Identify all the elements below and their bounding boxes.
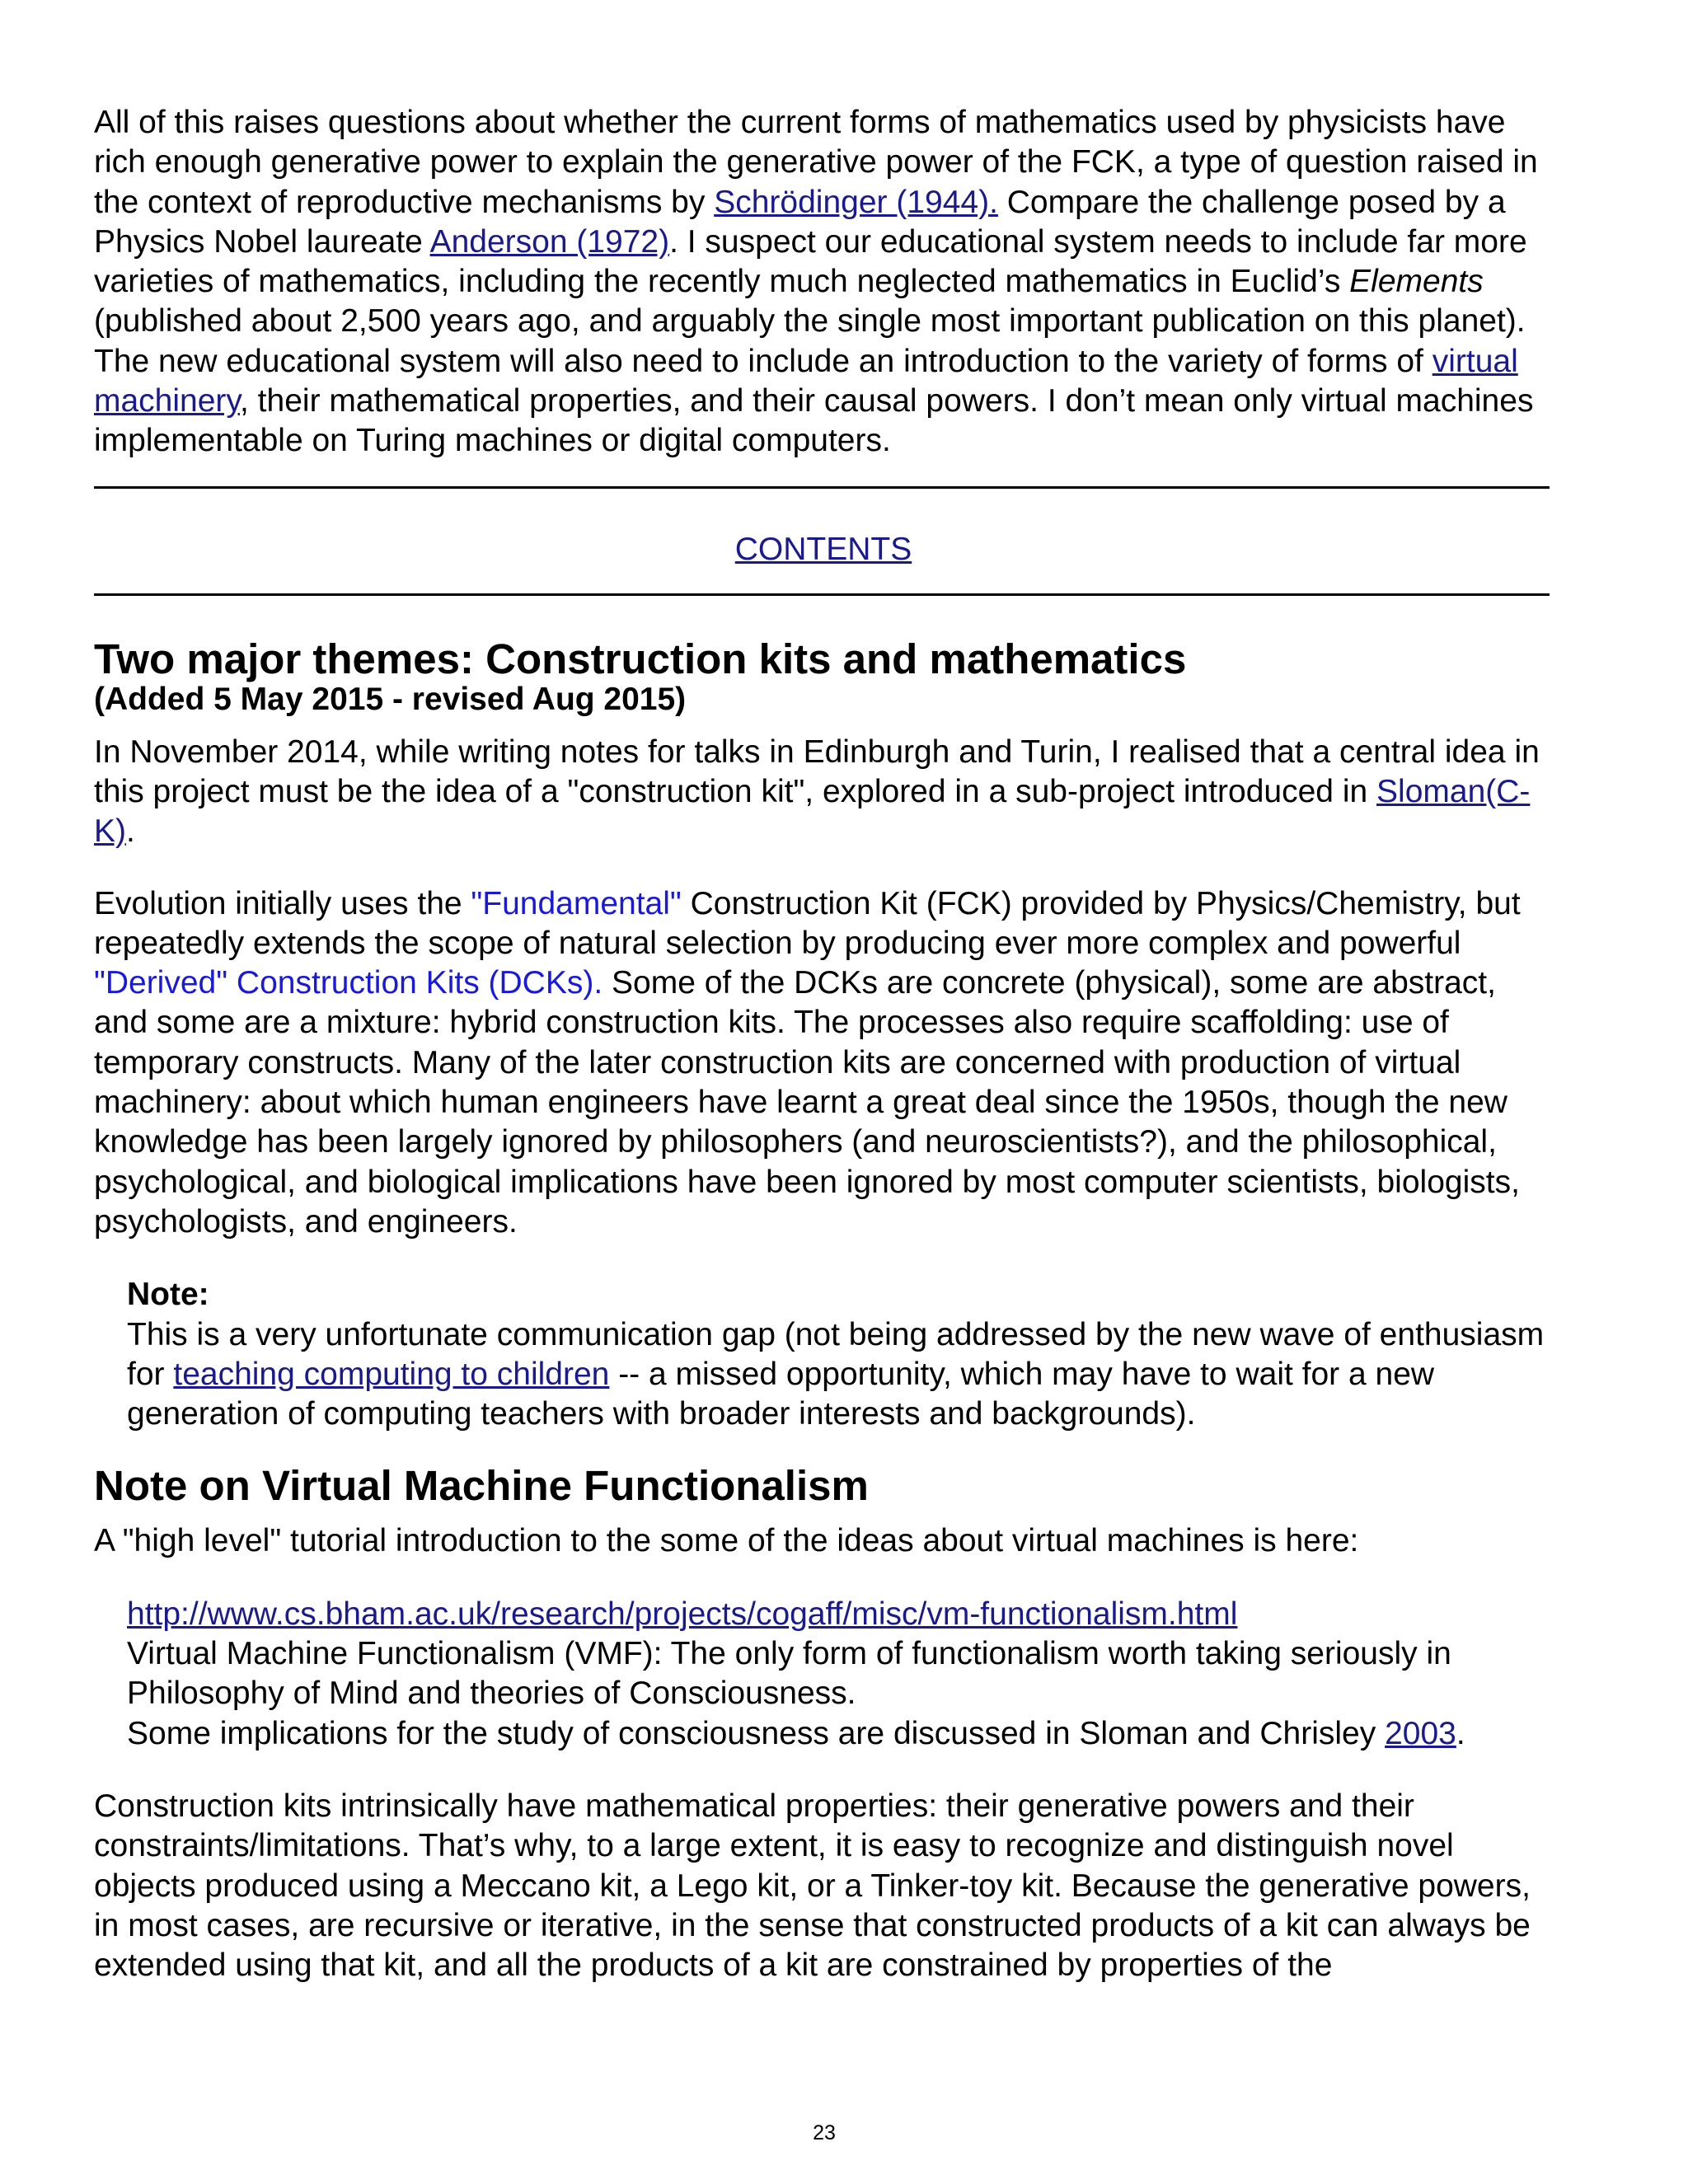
section-title-vm-functionalism: Note on Virtual Machine Functionalism — [94, 1462, 869, 1510]
link-anderson[interactable]: Anderson (1972) — [429, 223, 670, 260]
text: . I suspect our educational system needs to include far more varieties of mathematics, including the recently much neglected mathematics in Euclid’s — [94, 223, 1527, 300]
document-page — [94, 103, 1553, 1985]
note-label: Note: — [127, 1277, 209, 1313]
contents-row — [94, 530, 1553, 569]
link-vm-functionalism-url[interactable]: http://www.cs.bham.ac.uk/research/projects/cogaff/misc/vm-functionalism.html — [127, 1596, 1238, 1632]
text: This is a very unfortunate communication gap (not being addressed by the new wave of enthusiasm for — [127, 1316, 1545, 1392]
link-teaching-computing[interactable]: teaching computing to children — [173, 1356, 610, 1392]
fundamental-term: "Fundamental" — [471, 885, 682, 921]
elements-italic: Elements — [1349, 264, 1484, 300]
page-number: 23 — [813, 2121, 836, 2144]
text: All of this raises questions about whether the current forms of mathematics used by physicists have rich enough generative power to explain the generative power of the FCK, a type of question raised in the context of reproductive mechanisms by — [94, 105, 1538, 220]
text: Evolution initially uses the — [94, 885, 471, 921]
link-sloman-ck[interactable]: Sloman(C-K) — [94, 773, 1531, 850]
text: , their mathematical properties, and their causal powers. I don’t mean only virtual machines implementable on Turing machines or digital computers. — [94, 383, 1534, 459]
vm-link-block — [94, 1595, 1553, 1754]
link-schrodinger[interactable]: Schrödinger (1944). — [714, 184, 998, 220]
link-virtual-machinery[interactable]: virtual machinery — [94, 343, 1518, 419]
contents-link[interactable]: CONTENTS — [734, 531, 912, 567]
paragraph-construction-kits-math: Construction kits intrinsically have mathematical properties: their generative powers and their constraints/limitations. That’s why, to a large extent, it is easy to recognize and distinguish novel objects produced using a Meccano kit, a Lego kit, or a Tinker-toy kit. Because the generative powers, in most cases, are recursive or iterative, in the sense that constructed products of a kit can always be extended using that kit, and all the products of a kit are constrained by properties of the — [94, 1788, 1531, 1984]
text: Construction Kit (FCK) provided by Physics/Chemistry, but repeatedly extends the scope of natural selection by producing ever more complex and powerful — [94, 885, 1521, 961]
text: Some of the DCKs are concrete (physical), some are abstract, and some are a mixture: hybrid construction kits. The processes also require scaffolding: use of temporary constructs. Many of the later construction kits are concerned with production of virtual machinery: about which human engineers have learnt a great deal since the 1950s, though the new knowledge has been largely ignored by philosophers (and neuroscientists?), and the philosophical, psychological, and biological implications have been ignored by most computer scientists, biologists, psychologists, and engineers. — [94, 965, 1520, 1240]
text: (published about 2,500 years ago, and arguably the single most important publication on this planet). The new educational system will also need to include an introduction to the variety of forms of — [94, 303, 1526, 379]
note-text — [127, 1315, 1553, 1435]
paragraph-tutorial-intro: A "high level" tutorial introduction to the some of the ideas about virtual machines is here: — [94, 1523, 1359, 1559]
note-block — [94, 1275, 1553, 1434]
implications-line — [127, 1714, 1553, 1754]
intro-paragraph — [94, 103, 1553, 462]
divider-top — [94, 486, 1550, 489]
section-subtitle: (Added 5 May 2015 - revised Aug 2015) — [94, 681, 687, 717]
link-2003[interactable]: 2003 — [1385, 1715, 1456, 1751]
text: . — [126, 813, 135, 850]
paragraph-november — [94, 733, 1553, 852]
text: In November 2014, while writing notes for talks in Edinburgh and Turin, I realised that a central idea in this project must be the idea of a "construction kit", explored in a sub-project introduced in — [94, 733, 1540, 809]
derived-term: "Derived" Construction Kits (DCKs). — [94, 965, 603, 1001]
divider-bottom — [94, 593, 1550, 596]
section-title-construction-kits: Two major themes: Construction kits and mathematics — [94, 635, 1187, 682]
text: . — [1456, 1715, 1465, 1751]
text: Compare the challenge posed by a Physics Nobel laureate — [94, 184, 1506, 260]
text: Some implications for the study of consciousness are discussed in Sloman and Chrisley — [127, 1715, 1386, 1751]
text: -- a missed opportunity, which may have to wait for a new generation of computing teachers with broader interests and backgrounds). — [127, 1356, 1435, 1432]
vmf-description: Virtual Machine Functionalism (VMF): The only form of functionalism worth taking seriously in Philosophy of Mind and theories of Consciousness. — [127, 1636, 1451, 1712]
paragraph-evolution — [94, 884, 1553, 1243]
